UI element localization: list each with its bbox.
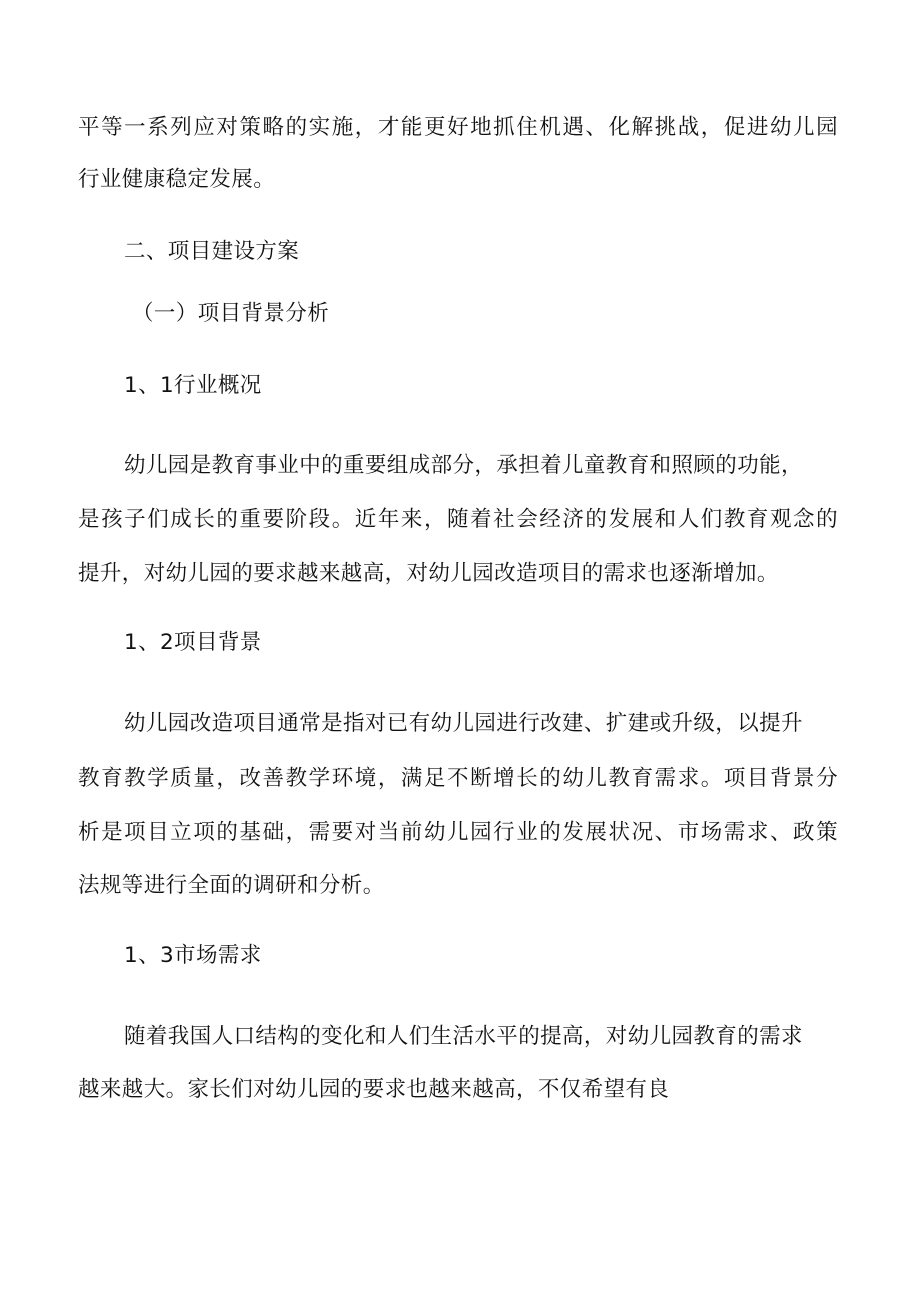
subsection-heading: （一）项目背景分析 [132,301,330,326]
section-heading: 二、项目建设方案 [124,239,300,264]
intro-line-2: 行业健康稳定发展。 [78,167,276,192]
paragraph-1-1-line-1: 幼儿园是教育事业中的重要组成部分，承担着儿童教育和照顾的功能， [124,453,803,478]
item-heading-1-1: 1、1行业概况 [124,373,262,398]
item-heading-1-2: 1、2项目背景 [124,630,262,655]
paragraph-1-1-line-3: 提升，对幼儿园的要求越来越高，对幼儿园改造项目的需求也逐渐增加。 [78,561,779,586]
paragraph-1-1-line-2: 是孩子们成长的重要阶段。近年来，随着社会经济的发展和人们教育观念的 [78,507,838,532]
paragraph-1-2-line-1: 幼儿园改造项目通常是指对已有幼儿园进行改建、扩建或升级，以提升 [124,711,803,736]
paragraph-1-2-line-2: 教育教学质量，改善教学环境，满足不断增长的幼儿教育需求。项目背景分 [78,766,838,791]
item-heading-1-3: 1、3市场需求 [124,943,262,968]
paragraph-1-2-line-3: 析是项目立项的基础，需要对当前幼儿园行业的发展状况、市场需求、政策 [78,820,838,845]
paragraph-1-2-line-4: 法规等进行全面的调研和分析。 [78,873,385,898]
paragraph-1-3-line-2: 越来越大。家长们对幼儿园的要求也越来越高，不仅希望有良 [78,1077,670,1102]
intro-line-1: 平等一系列应对策略的实施，才能更好地抓住机遇、化解挑战，促进幼儿园 [78,115,838,140]
paragraph-1-3-line-1: 随着我国人口结构的变化和人们生活水平的提高，对幼儿园教育的需求 [124,1024,803,1049]
